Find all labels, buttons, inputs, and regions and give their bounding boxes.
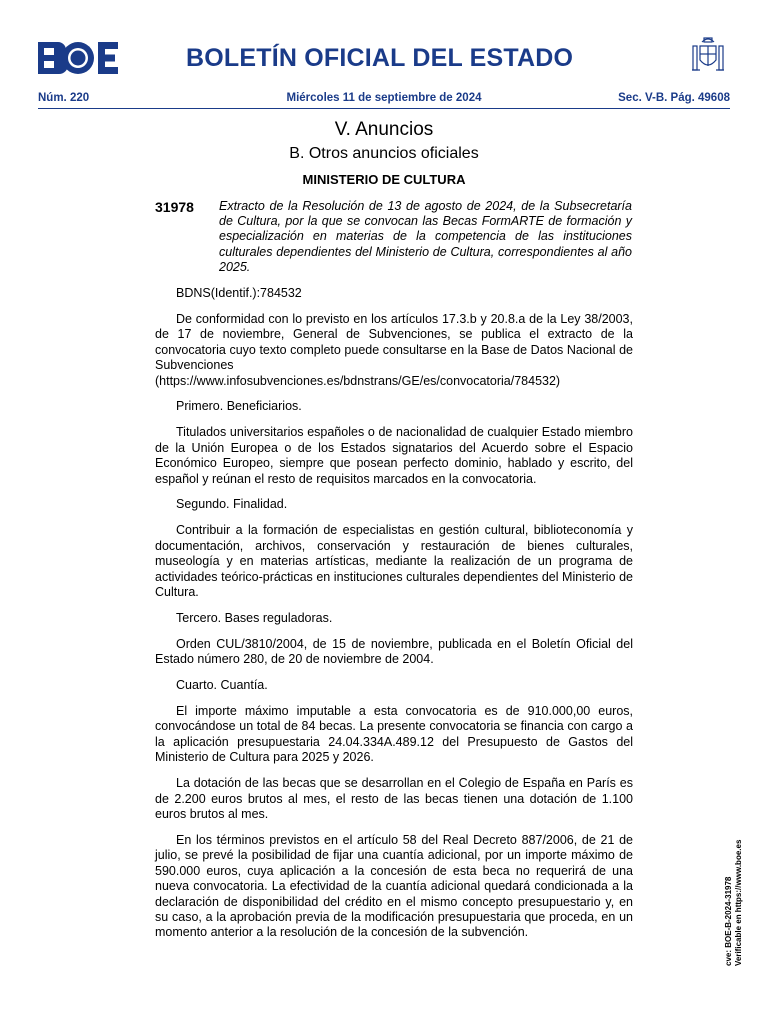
paragraph: En los términos previstos en el artículo 58 del Real Decreto 887/2006, de 21 de julio, se prevé la posibilidad de fijar una cuantía adicional, por un importe máximo de 590.000 euros, cuya aplicación a la concesión de esta beca no requerirá de una nueva convocatoria. La efectividad de la cuantía adicional quedará condicionada a la declaración de disponibilidad del crédito en el mismo concepto presupuestario y, en su caso, a la aprobación previa de la modificación presupuestaria que proceda, en un momento anterior a la resolución de la concesión de la subvención.: [155, 832, 633, 940]
verification-sidebar: [720, 826, 742, 966]
boe-logo: [38, 42, 118, 74]
cve-code: cve: BOE-B-2024-31978: [724, 876, 733, 966]
page-header: [38, 40, 730, 76]
paragraph: El importe máximo imputable a esta convocatoria es de 910.000,00 euros, convocándose un total de 84 becas. La presente convocatoria se financia con cargo a la aplicación presupuestaria 24.04.334A.489.12 del Presupuesto de Gastos del Ministerio de Cultura para 2025 y 2026.: [155, 704, 633, 765]
announcement-number: 31978: [155, 199, 194, 215]
issue-number: Núm. 220: [38, 92, 90, 104]
coat-of-arms-icon: [690, 36, 726, 76]
ministry-heading: MINISTERIO DE CULTURA: [302, 172, 466, 187]
issue-date: Miércoles 11 de septiembre de 2024: [286, 92, 482, 104]
paragraph: Contribuir a la formación de especialistas en gestión cultural, biblioteconomía y documentación, archivos, conservación y restauración de bienes culturales, museología y en materias artísticas, mediante la realización de un programa de actividades teórico-prácticas en instituciones culturales dependientes del Ministerio de Cultura.: [155, 523, 633, 599]
paragraph: La dotación de las becas que se desarrollan en el Colegio de España en París es de 2.200 euros brutos al mes, el resto de las becas tienen una dotación de 1.100 euros brutos al mes.: [155, 776, 633, 821]
paragraph: Orden CUL/3810/2004, de 15 de noviembre, publicada en el Boletín Oficial del Estado número 280, de 20 de noviembre de 2004.: [155, 636, 633, 667]
paragraph: De conformidad con lo previsto en los artículos 17.3.b y 20.8.a de la Ley 38/2003, de 17 de noviembre, General de Subvenciones, se publica el extracto de la convocatoria cuyo texto completo puede consultarse en la Base de Datos Nacional de Subvenciones (https://www.infosubvenciones.es/bdnstrans/GE/es/convocatoria/784532): [155, 311, 633, 388]
paragraph: Titulados universitarios españoles o de nacionalidad de cualquier Estado miembro de la Unión Europea o de los Estados signatarios del Acuerdo sobre el Espacio Económico Europeo, siempre que posean perfecto dominio, hablado y escrito, del español y reúnan el resto de requisitos marcados en la convocatoria.: [155, 425, 633, 486]
subsection-heading: B. Otros anuncios oficiales: [289, 145, 479, 162]
verification-url: Verificable en https://www.boe.es: [734, 839, 743, 966]
paragraph: Tercero. Bases reguladoras.: [176, 610, 333, 625]
paragraph: Cuarto. Cuantía.: [176, 678, 268, 693]
paragraph: Primero. Beneficiarios.: [176, 399, 302, 414]
header-divider: [38, 108, 730, 109]
paragraph: BDNS(Identif.):784532: [176, 286, 302, 300]
paragraph: Segundo. Finalidad.: [176, 497, 288, 512]
newspaper-title: BOLETÍN OFICIAL DEL ESTADO: [186, 44, 574, 72]
section-heading: V. Anuncios: [334, 119, 434, 140]
announcement-title: Extracto de la Resolución de 13 de agosto de 2024, de la Subsecretaría de Cultura, por la que se convocan las Becas FormARTE de formación y especialización en materias de la competencia de las instituciones culturales dependientes del Ministerio de Cultura, correspondientes al año 2025.: [219, 199, 632, 274]
announcement-body: [155, 286, 633, 951]
section-page: Sec. V-B. Pág. 49608: [618, 92, 730, 104]
